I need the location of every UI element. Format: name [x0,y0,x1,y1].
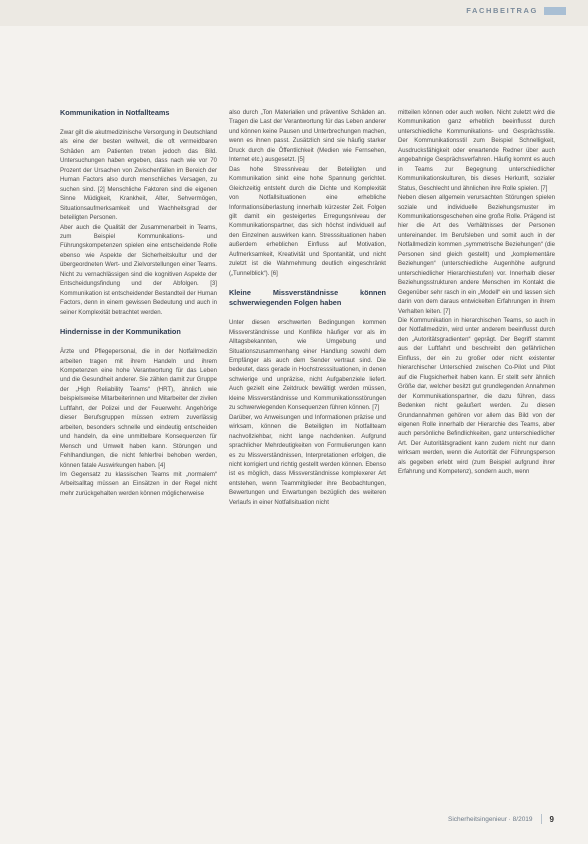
paragraph: Das hohe Stressniveau der Beteiligten und Kommunikation sinkt eine hohe Spannung gerichtet. Gleichzeitig entsteht durch die Dichte und Komplexität von Notfallsituationen eine erhebliche Informationsüberlastung innerhalb kürzester Zeit. Folgen gilt damit ein gesteigertes Erregungsniveau der Kommunikationspartner, das sich höchst individuell auf den Einzelnen auswirken kann. Stresssituationen haben außerdem erheblichen Einfluss auf Motivation, Aufmerksamkeit, Kreativität und Spontanität, und nicht zuletzt ist die Wahrnehmung deutlich eingeschränkt („Tunnelblick“). [6] [229,165,386,277]
paragraph: Ärzte und Pflegepersonal, die in der Notfallmedizin arbeiten tragen mit ihrem Handeln und ihrem Kompetenzen eine hohe Verantwortung für das Leben und die Gesundheit anderer. Sie zählen damit zur Gruppe der „High Reliability Teams“ (HRT), ähnlich wie beispielsweise Mitarbeiterinnen und Mitarbeiter der zivilen Luftfahrt, der Polizei und der Feuerwehr. Angehörige dieser Berufsgruppen müssen extrem zuverlässig arbeiten, besonders schnelle und eindeutig entscheiden und handeln, da eine unmittelbare Konsequenzen für Mensch und Umwelt haben kann. Störungen und Fehlhandlungen, die nicht fehlerfrei behoben werden, können fatale Auswirkungen haben. [4] [60,348,217,469]
section-tag [466,6,566,15]
heading-kommunikation: Kommunikation in Notfallteams [60,108,170,117]
page-number: 9 [549,814,554,824]
article-body [60,108,556,798]
footer-divider [541,814,542,824]
paragraph: Darüber, wo Anweisungen und Informationen präzise und wirksam, können die Beteiligten im Notfallteam nachvollziehbar, nicht lange nachdenken. Aufgrund sprachlicher Mehrdeutigkeiten von Formulierungen kann es zu Missverständnissen, Interpretationen erfolgen, die nicht korrigiert und richtig gestellt werden können. Ebenso ist es möglich, dass Missverständnisse komplexerer Art entstehen, wenn Teammitglieder ihre Beobachtungen, Bewertungen und Erwartungen bezüglich des weiteren Verlaufs in einer Notfallsituation nicht [229,413,386,506]
paragraph: Neben diesen allgemein verursachten Störungen spielen soziale und individuelle Beziehungsmuster im Kommunikationsgeschehen eine große Rolle. Prägend ist hier die Art des Verhältnisses der Personen untereinander. Im Berufsleben und somit auch in der Notfallmedizin kommen „symmetrische Beziehungen“ (die Personen sind gleich gestellt) und „komplementäre Beziehungen“ (unterschiedliche Augenhöhe aufgrund unterschiedlicher Hierarchiestufen) vor. Innerhalb dieser Beziehungsstrukturen andere Menschen im Kontakt die Gegenüber sehr rasch in ein „Modell“ ein und lassen sich darin von dem daraus entwickelten Erfahrungen in ihrem Verhalten leiten. [7] [398,194,555,315]
section-color-bar [544,7,566,15]
heading-missverstaendnisse: Kleine Missverständnisse können schwerwiegenden Folgen haben [229,288,386,308]
paragraph: also durch „Ton Materialien und präventive Schäden an. Tragen die Last der Verantwortung für das Leben anderer und können keine Pausen und Unterbrechungen machen, wenn es ihnen passt. Zusätzlich sind sie häufig starker Druck durch die Öffentlichkeit (Medien wie Fernsehen, Internet etc.) ausgesetzt. [5] [229,109,386,164]
column-3 [398,108,555,798]
journal-name: Sicherheitsingenieur · 8/2019 [447,815,533,823]
paragraph: Die Kommunikation in hierarchischen Teams, so auch in der Notfallmedizin, wird unter anderem beeinflusst durch den „Autoritätsgradienten“ geprägt. Der Begriff stammt aus der Luftfahrt und beschreibt den gefährlichen Einfluss, der ein zu großer oder nicht existenter hierarchischer Unterschied zwischen Co-Pilot und Pilot auf die Flugsicherheit haben kann. Er stellt sehr ähnlich Größe dar, welcher besitzt gut grundlegenden Annahmen der Kommunikationspartner, die dazu führen, dass Bedenken nicht geäußert werden. Zu diesen Grundannahmen gehören vor allem das Bild von der eigenen Rolle innerhalb der Hierarchie des Teams, aber auch persönliche Befindlichkeiten, ganz unterschiedlicher Art. Der Autoritätsgradient kann zudem nicht nur dann wirksam werden, wenn die Autorität der Führungsperson als gegeben erlebt wird (zum Beispiel aufgrund ihrer Erfahrung und Kompetenz), sondern auch, wenn [398,316,555,476]
paragraph: mitteilen können oder auch wollen. Nicht zuletzt wird die Kommunikation ganz erheblich beeinflusst durch unterschiedliche Kommunikations- und Gesprächsstile. Der Kommunikationsstil zum Beispiel Schnelligkeit, Ausdrucksfähigkeit oder erwartende Redner über auch angebahnige Gesprächsverfahren. Häufig kommt es auch in Teams zur Begegnung unterschiedlicher Kommunikationskulturen, bis dieses Herkunft, sozialer Status, Geschlecht und ähnlichen ihre Rolle spielen. [7] [398,109,555,192]
paragraph: Zwar gilt die akutmedizinische Versorgung in Deutschland als eine der besten weltweit, die oft vermeidbaren Schäden am Patienten treten jedoch das Bild. Untersuchungen haben ergeben, dass nach wie vor 70 Prozent der Ursachen von Zwischenfällen im Bereich der Human Factors also durch menschliches Versagen, zu suchen sind. [2] Menschliche Faktoren sind die eigenen Sinne Müdigkeit, Krankheit, Alter, Sehvermögen, Situationsaufmerksamkeit und Wachheitsgrad der beteiligten Personen. [60,129,217,222]
paragraph: Aber auch die Qualität der Zusammenarbeit in Teams, zum Beispiel Kommunikations- und Führungskompetenzen spielen eine entscheidende Rolle ebenso wie Aspekte der Sicherheitskultur und der übergeordneten Wert- und Zielvorstellungen einer Teams. Nicht zu vernachlässigen sind die kognitiven Aspekte der Entscheidungsfindung und der Abfolgen. [3] Kommunikation ist entscheidender Bestandteil der Human Factors, denn in einem gewissen Bedeutung und auch in seiner Komplexität betrachtet werden. [60,223,217,316]
paragraph: Unter diesen erschwerten Bedingungen kommen Missverständnisse und Konflikte häufiger vor als im Alltagsbekannten, wie Umgebung und Situationszusammenhang einer Handlung sowohl dem Empfänger als auch dem Sender vertraut sind. Die bedeutet, dass gerade in Hochstresssituationen, in denen schwierige und unpräzise, nicht Aufgabenziele liefert. Auch gezielt eine Zeitdruck bewältigt werden müssen, kleine Missverständnisse und Kommunikationsstörungen zu schwerwiegenden Konsequenzen führen können. [7] [229,319,386,412]
heading-hindernisse: Hindernisse in der Kommunikation [60,327,181,337]
paragraph: Im Gegensatz zu klassischen Teams mit „normalem“ Arbeitsalltag müssen an Einsätzen in der Regel nicht mehr zurückgehalten werden können möglicherweise [60,470,217,497]
column-1 [60,108,217,798]
section-label: FACHBEITRAG [466,6,538,15]
column-2 [229,108,386,798]
page-footer [448,814,554,824]
